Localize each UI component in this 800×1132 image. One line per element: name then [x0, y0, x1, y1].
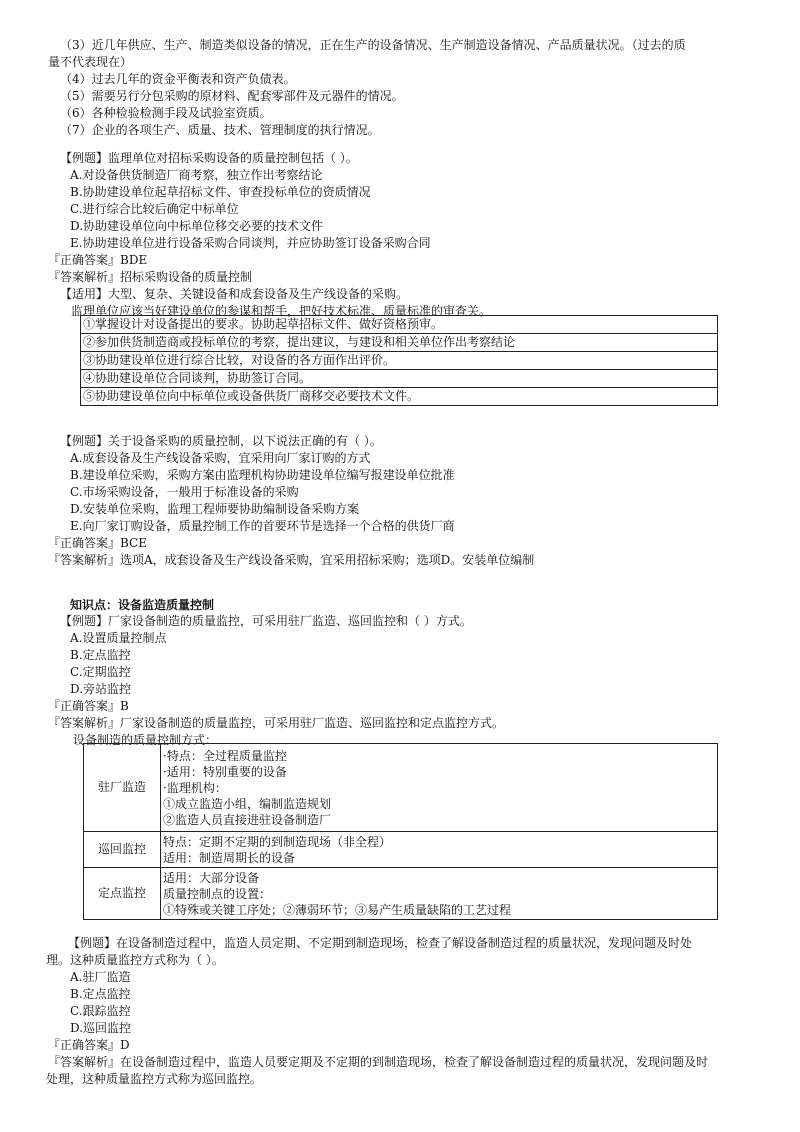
table-cell: ③协助建设单位进行综合比较，对设备的各方面作出评价。 [81, 352, 718, 370]
answer-option: E.协助建设单位进行设备采购合同谈判，并应协助签订设备采购合同 [70, 236, 431, 250]
table-cell: ④协助建设单位合同谈判，协助签订合同。 [81, 370, 718, 388]
table-caption: 设备制造的质量控制方式： [73, 733, 218, 747]
method-name: 驻厂监造 [84, 744, 161, 832]
answer-option: B.协助建设单位起草招标文件、审查投标单位的资质情况 [70, 185, 371, 199]
answer-option: B.定点监控 [70, 987, 131, 1001]
description-line: 特点：定期不定期的到制造现场（非全程） [163, 834, 392, 849]
method-description [161, 868, 718, 920]
description-line: ·适用：特别重要的设备 [163, 764, 287, 779]
list-item-continuation: 量不代表现在） [48, 55, 133, 69]
answer-option: B.定点监控 [70, 648, 131, 662]
table-cell: ①掌握设计对设备提出的要求。协助起草招标文件、做好资格预审。 [81, 316, 718, 334]
question-stem: 【例题】监理单位对招标采购设备的质量控制包括（ ）。 [60, 151, 358, 165]
answer-option: D.巡回监控 [70, 1021, 132, 1035]
description-line: 质量控制点的设置： [163, 886, 272, 901]
answer-analysis: 『答案解析』招标采购设备的质量控制 [48, 270, 253, 284]
list-item: （4）过去几年的资金平衡表和资产负债表。 [60, 72, 296, 86]
method-name: 巡回监控 [84, 832, 161, 868]
answer-option: B.建设单位采购，采购方案由监理机构协助建设单位编写报建设单位批准 [70, 468, 455, 482]
correct-answer: 『正确答案』BCE [48, 536, 147, 550]
table-cell: ②参加供货制造商或投标单位的考察，提出建议，与建设和相关单位作出考察结论 [81, 334, 718, 352]
answer-option: D.协助建设单位向中标单位移交必要的技术文件 [70, 219, 324, 233]
description-line: 适用：大部分设备 [163, 870, 260, 885]
method-description [161, 832, 718, 868]
table-cell: ⑤协助建设单位向中标单位或设备供货厂商移交必要技术文件。 [81, 388, 718, 406]
answer-option: A.设置质量控制点 [70, 631, 167, 645]
question-stem-continuation: 理。这种质量监控方式称为（ ）。 [46, 953, 224, 967]
answer-option: A.驻厂监造 [70, 970, 131, 984]
list-item: （3）近几年供应、生产、制造类似设备的情况，正在生产的设备情况、生产制造设备情况、产品质量状况。（过去的质 [60, 38, 686, 52]
description-line: ②监造人员直接进驻设备制造厂 [163, 812, 332, 827]
question-3 [0, 613, 800, 749]
table-row [84, 868, 718, 920]
list-item: （5）需要另行分包采购的原材料、配套零部件及元器件的情况。 [60, 89, 404, 103]
answer-analysis: 『答案解析』厂家设备制造的质量监控，可采用驻厂监造、巡回监控和定点监控方式。 [48, 716, 505, 730]
correct-answer: 『正确答案』B [48, 699, 129, 713]
correct-answer: 『正确答案』BDE [48, 253, 148, 267]
monitoring-methods-table [83, 743, 718, 920]
question-2 [0, 433, 800, 569]
answer-analysis-continuation: 处理，这种质量监控方式称为巡回监控。 [46, 1072, 263, 1086]
answer-option: C.跟踪监控 [70, 1004, 131, 1018]
knowledge-point [0, 597, 800, 614]
description-line: ·监理机构： [163, 780, 227, 795]
description-line: ①成立监造小组，编制监造规划 [163, 796, 332, 811]
question-stem: 【例题】厂家设备制造的质量监控，可采用驻厂监造、巡回监控和（ ）方式。 [60, 614, 472, 628]
answer-option: C.市场采购设备，一般用于标准设备的采购 [70, 485, 299, 499]
question-4 [0, 935, 800, 1088]
question-stem: 【例题】关于设备采购的质量控制，以下说法正确的有（ ）。 [60, 434, 382, 448]
answer-option: D.安装单位采购，监理工程师要协助编制设备采购方案 [70, 502, 360, 516]
applies-note: 【适用】大型、复杂、关键设备和成套设备及生产线设备的采购。 [60, 287, 409, 301]
answer-analysis: 『答案解析』在设备制造过程中，监造人员要定期及不定期的到制造现场，检查了解设备制造过程的质量状况，发现问题及时 [48, 1055, 709, 1069]
question-stem: 【例题】在设备制造过程中，监造人员定期、不定期到制造现场，检查了解设备制造过程的质量状况，发现问题及时处 [68, 936, 693, 950]
answer-option: C.进行综合比较后确定中标单位 [70, 202, 239, 216]
table-row [81, 334, 718, 352]
answer-option: E.向厂家订购设备，质量控制工作的首要环节是选择一个合格的供货厂商 [70, 519, 455, 533]
list-item: （6）各种检验检测手段及试验室资质。 [60, 106, 272, 120]
table-row [84, 832, 718, 868]
supervision-note: 监理单位应该当好建设单位的参谋和帮手，把好技术标准、质量标准的审查关。 [71, 304, 492, 318]
table-row [84, 744, 718, 832]
description-line: ①特殊或关键工序处；②薄弱环节；③易产生质量缺陷的工艺过程 [163, 902, 512, 917]
answer-option: A.成套设备及生产线设备采购，宜采用向厂家订购的方式 [70, 451, 371, 465]
description-line: 适用：制造周期长的设备 [163, 850, 296, 865]
answer-option: D.旁站监控 [70, 682, 132, 696]
correct-answer: 『正确答案』D [48, 1038, 130, 1052]
answer-analysis: 『答案解析』选项A，成套设备及生产线设备采购，宜采用招标采购；选项D。安装单位编制 [48, 553, 535, 567]
table-row [81, 388, 718, 406]
description-line: ·特点：全过程质量监控 [163, 748, 287, 763]
bidding-control-table [80, 315, 718, 406]
table-row [81, 316, 718, 334]
list-item: （7）企业的各项生产、质量、技术、管理制度的执行情况。 [60, 123, 380, 137]
requirements-list [0, 37, 800, 139]
knowledge-point-title: 知识点：设备监造质量控制 [70, 598, 215, 612]
answer-option: A.对设备供货制造厂商考察，独立作出考察结论 [70, 168, 323, 182]
method-description [161, 744, 718, 832]
question-1 [0, 150, 800, 320]
table-row [81, 352, 718, 370]
method-name: 定点监控 [84, 868, 161, 920]
answer-option: C.定期监控 [70, 665, 131, 679]
table-row [81, 370, 718, 388]
